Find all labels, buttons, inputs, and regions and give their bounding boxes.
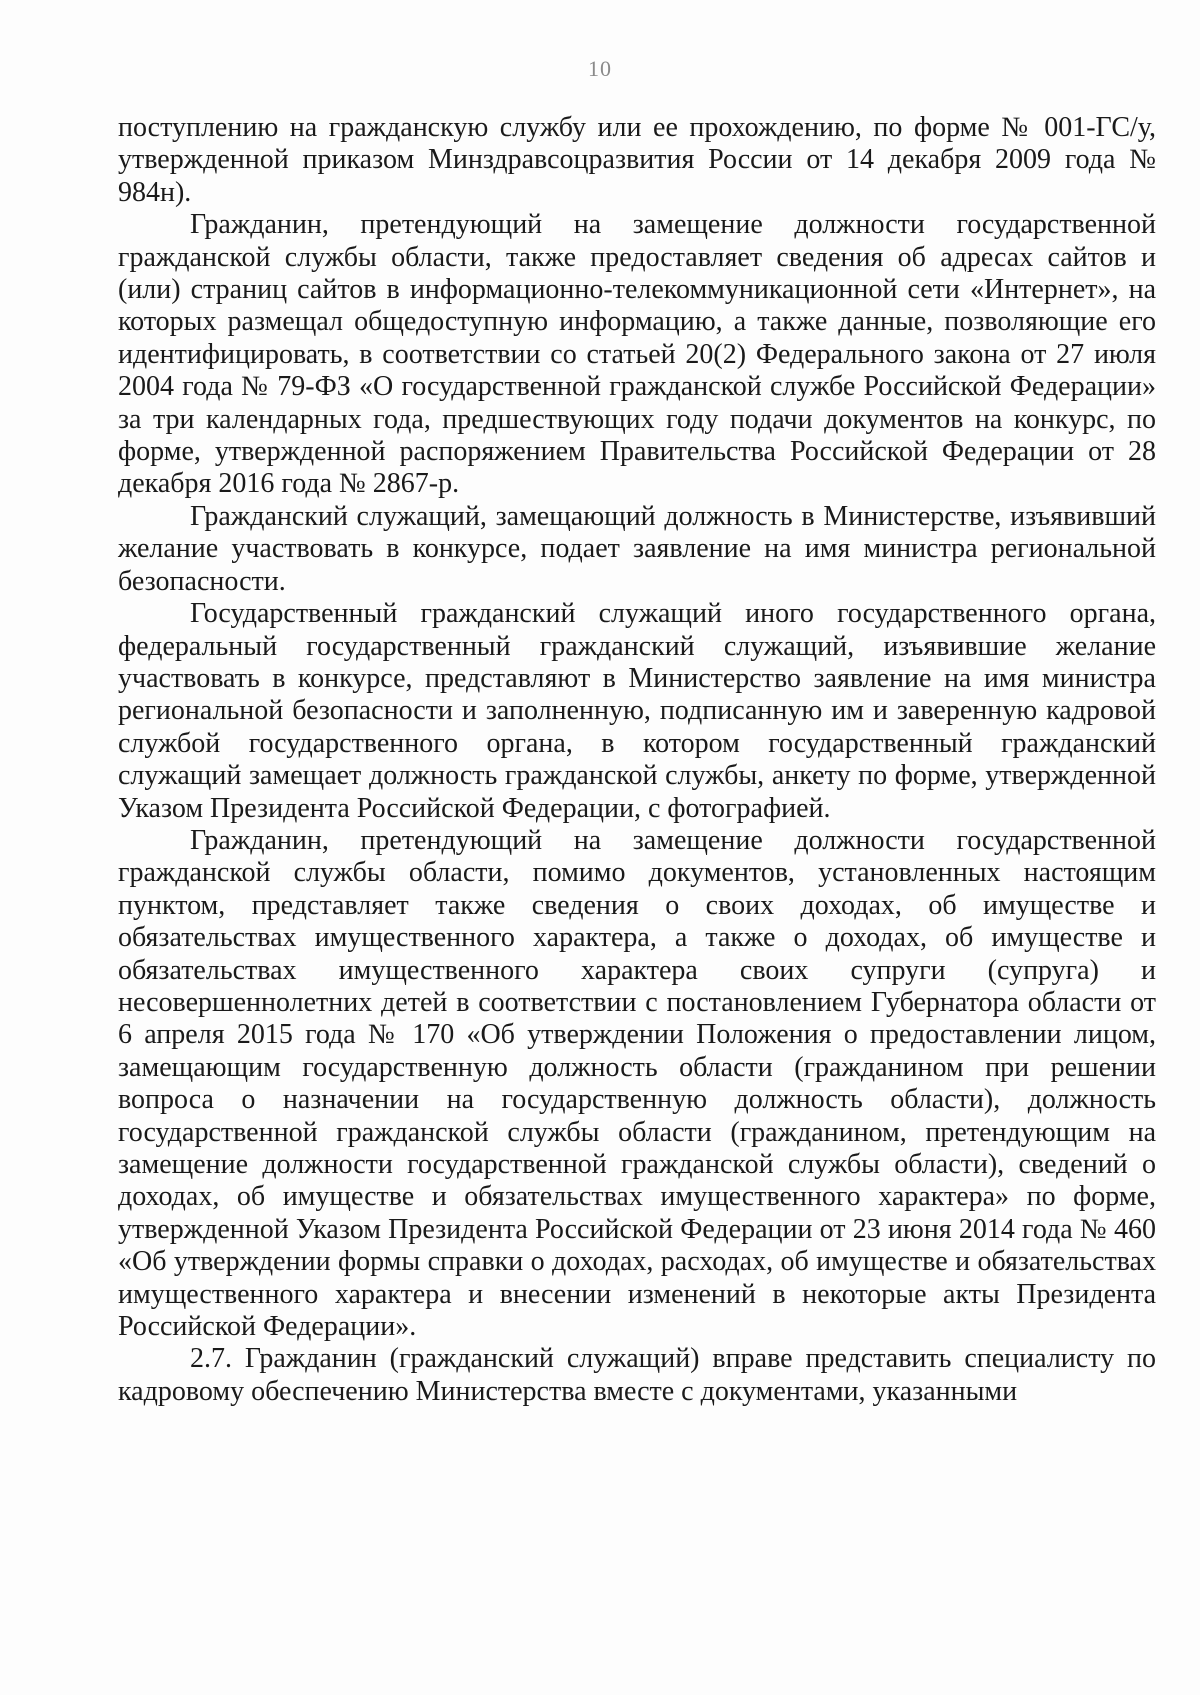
paragraph-income-declaration: Гражданин, претендующий на замещение должности государственной гражданской службы области, помимо документов, установленных настоящим пунктом, представляет также сведения о своих доходах, об имуществе и обязательствах имущественного характера, а также о доходах, об имуществе и обязательствах имущественного характера своих супруги (супруга) и несовершеннолетних детей в соответствии с постановлением Губернатора области от 6 апреля 2015 года № 170 «Об утверждении Положения о предоставлении лицом, замещающим государственную должность области (гражданином при решении вопроса о назначении на государственную должность области), должность государственной гражданской службы области (гражданином, претендующим на замещение должности государственной гражданской службы области), сведений о доходах, об имуществе и обязательствах имущественного характера» по форме, утвержденной Указом Президента Российской Федерации от 23 июня 2014 года № 460 «Об утверждении формы справки о доходах, расходах, об имуществе и обязательствах имущественного характера и внесении изменений в некоторые акты Президента Российской Федерации». [118, 824, 1156, 1343]
paragraph-ministry-employee: Гражданский служащий, замещающий должность в Министерстве, изъявивший желание участвовать в конкурсе, подает заявление на имя министра региональной безопасности. [118, 500, 1156, 597]
document-body [118, 112, 1156, 1408]
paragraph-internet-sites: Гражданин, претендующий на замещение должности государственной гражданской службы области, также предоставляет сведения об адресах сайтов и (или) страниц сайтов в информационно-телекоммуникационной сети «Интернет», на которых размещал общедоступную информацию, а также данные, позволяющие его идентифицировать, в соответствии со статьей 20(2) Федерального закона от 27 июля 2004 года № 79-ФЗ «О государственной гражданской службе Российской Федерации» за три календарных года, предшествующих году подачи документов на конкурс, по форме, утвержденной распоряжением Правительства Российской Федерации от 28 декабря 2016 года № 2867-р. [118, 209, 1156, 500]
paragraph-continuation: поступлению на гражданскую службу или ее прохождению, по форме № 001-ГС/у, утвержденной приказом Минздравсоцразвития России от 14 декабря 2009 года № 984н). [118, 112, 1156, 208]
paragraph-section-2-7: 2.7. Гражданин (гражданский служащий) вправе представить специалисту по кадровому обеспечению Министерства вместе с документами, указанными [118, 1343, 1156, 1407]
page-number: 10 [588, 56, 612, 81]
paragraph-other-agency-employee: Государственный гражданский служащий иного государственного органа, федеральный государственный гражданский служащий, изъявившие желание участвовать в конкурсе, представляют в Министерство заявление на имя министра региональной безопасности и заполненную, подписанную им и заверенную кадровой службой государственного органа, в котором государственный гражданский служащий замещает должность гражданской службы, анкету по форме, утвержденной Указом Президента Российской Федерации, с фотографией. [118, 598, 1156, 824]
